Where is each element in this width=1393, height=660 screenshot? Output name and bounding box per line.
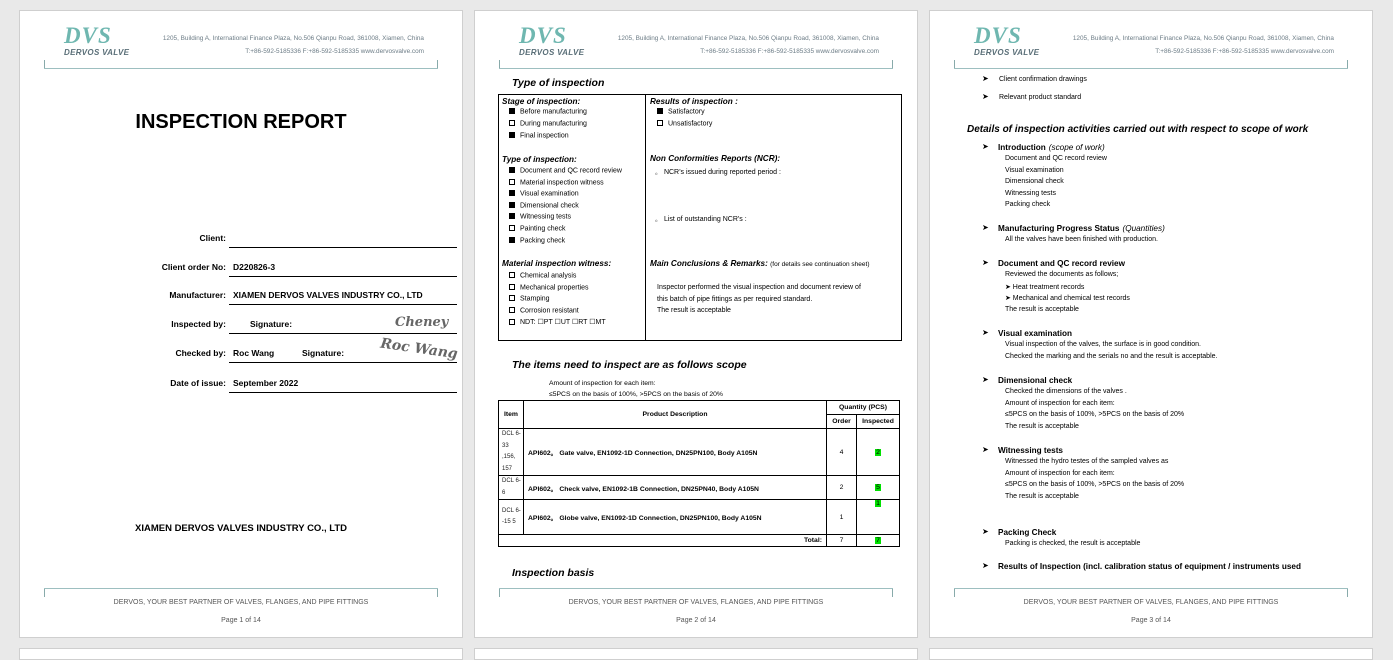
client-row [80,229,440,253]
checklist-item [509,307,579,315]
logo-mark: DVS [64,23,112,48]
conclusions-line: The result is acceptable [657,307,731,314]
checklist-label: Stamping [520,295,550,303]
checklist-label: Document and QC record review [520,167,622,175]
checklist-item [509,190,579,198]
unchecked-box-icon [657,120,663,126]
col-inspected: Inspected [857,415,900,429]
section-title-text: Packing Check [998,528,1057,537]
checklist-item [657,108,705,116]
next-page-edge [929,648,1373,660]
item-description: API602。 Check valve, EN1092-1B Connection, DN25PN40, Body A105N [524,476,827,500]
section-line: Amount of inspection for each item: [1005,399,1115,407]
checklist-item [509,225,566,233]
total-row [499,535,900,547]
unchecked-box-icon [509,307,515,313]
section-title-text: Witnessing tests [998,446,1063,455]
client-label: Client: [199,233,226,243]
table-row [499,429,900,476]
next-page-edge [474,648,918,660]
section-line: ➤ Heat treatment records [1005,283,1085,291]
checklist-label: Visual examination [520,190,579,198]
item-description: API602。 Gate valve, EN1092-1D Connection, DN25PN100, Body A105N [524,429,827,476]
checklist-label: Final inspection [520,132,569,140]
page-1 [19,10,463,638]
conclusions-note: (for details see continuation sheet) [770,261,870,268]
item-inspected-cell [857,500,900,535]
checked-box-icon [509,108,515,114]
item-code: DCL 6-6 [499,476,524,500]
col-order: Order [827,415,857,429]
unchecked-box-icon [509,295,515,301]
contact-line: T:+86-592-5185336 F:+86-592-5185335 www.dervosvalve.com [1155,48,1334,55]
checked-box-icon [509,132,515,138]
report-title: INSPECTION REPORT [135,111,347,133]
date-row [80,374,440,398]
corner-mark [499,588,500,597]
unchecked-box-icon [509,120,515,126]
field-underline [229,247,457,248]
material-heading: Material inspection witness: [502,259,612,268]
item-inspected-cell [857,476,900,500]
section-title-text: Document and QC record review [998,259,1125,268]
section-line: Packing check [1005,201,1051,208]
section-line: The result is acceptable [1005,492,1079,500]
checklist-label: Dimensional check [520,202,579,210]
company-name: XIAMEN DERVOS VALVES INDUSTRY CO., LTD [134,523,347,534]
item-inspected: 2 [876,448,880,456]
conclusions-heading [650,259,870,268]
field-underline [229,362,457,363]
section-line: Visual inspection of the valves, the surface is in good condition. [1005,341,1201,348]
header-rule [499,68,893,69]
section-line: Packing is checked, the result is acceptable [1005,540,1141,547]
section-title [998,446,1063,455]
total-inspected: 7 [876,537,880,544]
stage-heading: Stage of inspection: [502,97,581,106]
field-underline [229,276,457,277]
section-title-text: Visual examination [998,329,1073,338]
corner-mark [437,588,438,597]
items-table [498,400,900,547]
checklist-label: Satisfactory [668,108,705,116]
section-title-text: Manufacturing Progress Status [998,224,1120,233]
conclusions-title: Main Conclusions & Remarks: [650,259,768,268]
address-line: 1205, Building A, International Finance Plaza, No.506 Qianpu Road, 361008, Xiamen, China [1072,35,1334,42]
item-inspected: 1 [876,500,880,507]
address-line: 1205, Building A, International Finance Plaza, No.506 Qianpu Road, 361008, Xiamen, China [162,35,424,42]
unchecked-box-icon [509,319,515,325]
amount-line: ≤5PCS on the basis of 100%, >5PCS on the basis of 20% [549,391,723,398]
section-line: ≤5PCS on the basis of 100%, >5PCS on the basis of 20% [1005,411,1185,418]
section-title [998,143,1105,152]
section-line: The result is acceptable [1005,422,1079,430]
checklist-label: Corrosion resistant [520,307,579,315]
field-underline [229,392,457,393]
basis-item: Client confirmation drawings [999,76,1087,83]
checklist-label: Chemical analysis [520,272,577,280]
address-line: 1205, Building A, International Finance Plaza, No.506 Qianpu Road, 361008, Xiamen, China [617,35,879,42]
footer-slogan: DERVOS, YOUR BEST PARTNER OF VALVES, FLANGES, AND PIPE FITTINGS [113,599,369,606]
section-line: Amount of inspection for each item: [1005,469,1115,477]
unchecked-box-icon [509,225,515,231]
col-item: Item [499,401,524,429]
col-quantity: Quantity (PCS) [827,401,900,415]
header-address [618,32,879,58]
order-value: D220826-3 [233,262,276,272]
section-line: ➤ Mechanical and chemical test records [1005,295,1130,302]
footer-rule [499,588,893,589]
unchecked-box-icon [509,272,515,278]
order-label: Client order No: [161,262,226,272]
footer-rule [954,588,1348,589]
corner-mark [954,588,955,597]
section-title [998,329,1072,338]
type-of-inspection-heading: Type of inspection [512,77,605,89]
footer-slogan: DERVOS, YOUR BEST PARTNER OF VALVES, FLANGES, AND PIPE FITTINGS [1023,599,1279,606]
section-line: All the valves have been finished with production. [1005,236,1158,243]
checklist-item [657,120,712,128]
contact-line: T:+86-592-5185336 F:+86-592-5185335 www.dervosvalve.com [700,48,879,55]
checked-box-icon [509,202,515,208]
section-title-text: Introduction [998,143,1046,152]
unchecked-box-icon [509,284,515,290]
checklist-label: NDT: ☐PT ☐UT ☐RT ☐MT [520,319,606,327]
page-number: Page 3 of 14 [1131,617,1171,624]
field-underline [229,304,457,305]
section-title [998,259,1125,268]
section-title-text: Dimensional check [998,376,1073,385]
conclusions-line: this batch of pipe fittings as per required standard. [657,295,813,303]
page-3 [929,10,1373,638]
logo-name: DERVOS VALVE [519,48,585,57]
section-line: Visual examination [1005,166,1064,174]
details-heading: Details of inspection activities carried out with respect to scope of work [967,124,1309,135]
page-number: Page 1 of 14 [221,617,261,624]
conclusions-text [657,282,861,317]
checklist-label: Painting check [520,225,566,233]
checklist-label: Witnessing tests [520,213,571,221]
arrow-bullet-icon: ➤ [982,258,989,267]
arrow-bullet-icon: ➤ [982,74,989,83]
arrow-bullet-icon: ➤ [982,328,989,337]
contact-line: T:+86-592-5185336 F:+86-592-5185335 www.dervosvalve.com [245,48,424,55]
ncr-heading: Non Conformities Reports (NCR): [650,154,781,163]
checklist-item [509,108,587,116]
corner-mark [892,588,893,597]
checklist-item [509,202,579,210]
col-description: Product Description [524,401,827,429]
checklist-item [509,213,571,221]
item-order: 2 [827,476,857,500]
table-row [499,476,900,500]
section-note: (scope of work) [1048,143,1105,152]
manufacturer-value: XIAMEN DERVOS VALVES INDUSTRY CO., LTD [233,290,423,300]
page-number: Page 2 of 14 [676,617,716,624]
section-title [998,376,1072,385]
checker-signature: Roc Wang [379,335,459,363]
items-heading: The items need to inspect are as follows scope [512,359,747,371]
footer-rule [44,588,438,589]
checklist-item [509,237,565,245]
checklist-item [509,120,587,128]
total-inspected-cell [857,535,900,547]
column-divider [645,95,646,340]
section-title [998,562,1301,571]
unchecked-box-icon [509,179,515,185]
manufacturer-row [80,286,440,310]
logo-mark: DVS [519,23,567,48]
header-address [1073,32,1334,58]
company-logo [974,25,1046,57]
date-label: Date of issue: [170,378,226,388]
checked-box-icon [509,213,515,219]
section-line: Document and QC record review [1005,155,1107,162]
arrow-bullet-icon: ➤ [982,142,989,151]
item-order: 1 [827,500,857,535]
signature-label: Signature: [250,319,293,329]
page-header [20,11,462,73]
inspection-summary-box [498,94,902,341]
arrow-bullet-icon: ➤ [982,561,989,570]
checked-signature-label: Signature: [302,348,345,358]
checklist-item [509,318,606,326]
logo-name: DERVOS VALVE [64,48,130,57]
type-sub-heading: Type of inspection: [502,155,577,164]
page-2 [474,10,918,638]
item-inspected: 5 [876,484,880,491]
arrow-bullet-icon: ➤ [982,223,989,232]
checklist-item [509,179,604,187]
checklist-label: Before manufacturing [520,108,587,116]
checklist-item [509,167,622,175]
checklist-label: Unsatisfactory [668,120,713,128]
checked-value: Roc Wang [233,348,275,358]
checklist-item [509,295,550,303]
inspector-signature: Cheney [395,315,449,330]
total-order: 7 [827,535,857,547]
page-header [475,11,917,73]
checked-box-icon [509,237,515,243]
ncr-issued: 。 NCR’s issued during reported period : [655,169,781,176]
company-logo [64,25,136,57]
amount-text [549,378,723,400]
checklist-label: During manufacturing [520,120,587,128]
checklist-label: Material inspection witness [520,179,604,187]
arrow-bullet-icon: ➤ [982,92,989,101]
date-value: September 2022 [233,378,299,388]
checklist-label: Packing check [520,237,566,245]
inspection-basis-heading: Inspection basis [512,567,595,579]
amount-line: Amount of inspection for each item: [549,380,656,387]
footer-slogan: DERVOS, YOUR BEST PARTNER OF VALVES, FLANGES, AND PIPE FITTINGS [568,599,824,606]
arrow-bullet-icon: ➤ [982,527,989,536]
conclusions-line: Inspector performed the visual inspection and document review of [657,284,861,291]
section-line: Checked the dimensions of the valves . [1005,388,1127,395]
inspected-label: Inspected by: [171,319,226,329]
checked-box-icon [509,190,515,196]
section-line: Witnessing tests [1005,189,1056,197]
item-order: 4 [827,429,857,476]
basis-item: Relevant product standard [999,94,1082,101]
header-rule [954,68,1348,69]
item-code: DCL 6--15 5 [499,500,524,535]
logo-mark: DVS [974,23,1022,48]
section-line: Checked the marking and the serials no and the result is acceptable. [1005,352,1218,360]
checklist-label: Mechanical properties [520,284,589,292]
table-row [499,500,900,535]
corner-mark [1347,588,1348,597]
section-line: Reviewed the documents as follows; [1005,271,1119,278]
section-line: Witnessed the hydro testes of the sampled valves as [1005,458,1169,465]
section-title [998,528,1056,537]
page-header [930,11,1372,73]
item-inspected-cell [857,429,900,476]
field-underline [229,333,457,334]
checked-label: Checked by: [175,348,226,358]
arrow-bullet-icon: ➤ [982,445,989,454]
checklist-item [509,272,576,280]
section-line: ≤5PCS on the basis of 100%, >5PCS on the basis of 20% [1005,481,1185,488]
checked-box-icon [509,167,515,173]
checked-row [80,335,459,368]
section-line: Dimensional check [1005,178,1064,185]
arrow-bullet-icon: ➤ [982,375,989,384]
section-note: (Quantities) [1122,224,1165,233]
next-page-edge [19,648,463,660]
total-label: Total: [499,535,827,547]
logo-name: DERVOS VALVE [974,48,1040,57]
header-rule [44,68,438,69]
section-title [998,224,1165,233]
company-logo [519,25,591,57]
manufacturer-label: Manufacturer: [169,290,226,300]
ncr-outstanding: 。 List of outstanding NCR’s : [655,216,747,223]
order-row [80,258,440,282]
section-line: The result is acceptable [1005,305,1079,313]
header-address [163,32,424,58]
item-description: API602。 Globe valve, EN1092-1D Connection, DN25PN100, Body A105N [524,500,827,535]
checklist-item [509,284,588,292]
corner-mark [44,588,45,597]
checklist-item [509,132,569,140]
results-heading: Results of inspection : [650,97,738,106]
item-code: DCL 6-33 ,156, 157 [499,429,524,476]
section-title-text: Results of Inspection (incl. calibration status of equipment / instruments used [998,562,1301,571]
checked-box-icon [657,108,663,114]
